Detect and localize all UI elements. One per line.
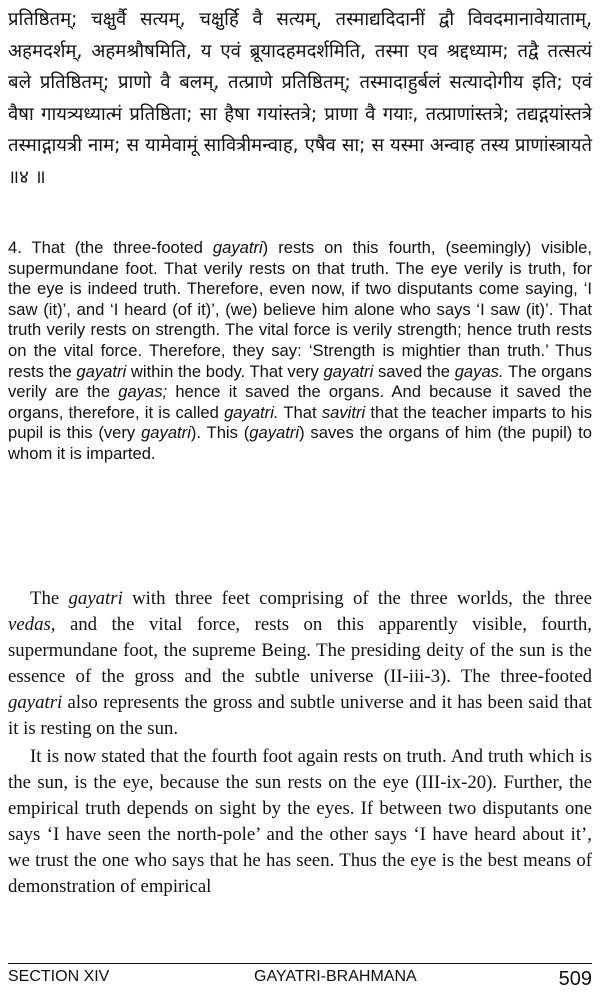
commentary-block-2	[8, 744, 592, 901]
footer-title: GAYATRI-BRAHMANA	[254, 968, 417, 985]
translation-term: savitri	[321, 402, 366, 422]
commentary-term: vedas,	[8, 614, 56, 636]
commentary-text: with three feet comprising of the three worlds, the three	[122, 588, 592, 609]
commentary-term: gayatri	[68, 588, 123, 609]
commentary-paragraph-1	[8, 586, 592, 743]
translation-text: ) rests on this fourth, (seemingly) visible, supermundane foot. That verily rests on that truth. The eye verily is truth, for the eye is indeed truth. Therefore, even now, if two disputants come saying, ‘I saw (it)’, and ‘I heard (of it)’, (we) believe him alone who says ‘I saw (it)’. That truth verily rests on strength. The vital force is verily strength; hence truth rests on the vital force. Therefore, they say: ‘Strength is mightier than truth.’ Thus rests the	[8, 238, 592, 381]
commentary-text: The	[30, 588, 69, 609]
translation-term: gayatri	[249, 423, 300, 443]
commentary-text: and the vital force, rests on this apparently visible, fourth, supermundane foot, the supreme Being. The presiding deity of the sun is the essence of the gross and the subtle universe (II-iii-3). The three-footed	[8, 614, 592, 688]
translation-term: gayatri.	[224, 402, 279, 422]
translation-term: gayatri	[76, 361, 127, 381]
translation-term: gayatri	[141, 423, 191, 443]
translation-text: ) saves the organs of him (the pupil) to whom it is imparted.	[8, 423, 593, 463]
translation-text: The organs verily are the	[8, 361, 592, 402]
commentary-term: gayatri	[8, 692, 63, 714]
translation-text: 4. That (the three-footed	[8, 238, 213, 257]
translation-text: hence it saved the organs. And because it saved the organs, therefore, it is called	[8, 382, 592, 422]
translation-term: gayas;	[118, 382, 168, 402]
commentary-block-1	[8, 586, 592, 743]
translation-text: ). This (	[190, 423, 250, 443]
translation-term: gayas.	[454, 361, 504, 381]
page-number: 509	[558, 968, 592, 990]
commentary-paragraph-2: It is now stated that the fourth foot again rests on truth. And truth which is the sun, is the eye, because the sun rests on the eye (III-ix-20). Further, the empirical truth depends on sight by the eyes. If between two disputants one says ‘I have seen the north-pole’ and the other says ‘I have heard about it’, we trust the one who says that he has seen. Thus the eye is the best means of demonstration of empirical	[8, 746, 592, 898]
translation-text: saved the	[373, 361, 455, 381]
translation-text: within the body. That very	[126, 361, 324, 381]
translation-block	[8, 238, 592, 465]
footer-section: SECTION XIV	[8, 968, 110, 985]
translation-text: that the teacher imparts to his pupil is this (very	[8, 402, 593, 443]
sanskrit-verse-block	[8, 4, 592, 193]
translation-text: That	[278, 402, 322, 422]
translation-paragraph	[8, 238, 592, 465]
sanskrit-verse: प्रतिष्ठितम्; चक्षुर्वै सत्यम्, चक्षुर्हि वै सत्यम्, तस्माद्यदिदानीं द्वौ विवदमानावेयाताम्, अहमदर्शम्, अहमश्रौषमिति, य एवं ब्रूयादहमदर्शमिति, तस्मा एव श्रद्दध्याम; तद्वै तत्सत्यं बले प्रतिष्ठितम्; प्राणो वै बलम्, तत्प्राणे प्रतिष्ठितम्; तस्मादाहुर्बलं सत्यादोगीय इति; एवं वैषा गायत्र्यध्यात्मं प्रतिष्ठिता; सा हैषा गयांस्तत्रे; प्राणा वै गयाः, तत्प्राणांस्तत्रे; तद्यद्गयांस्तत्रे तस्माद्गायत्री नाम; स यामेवामूं सावित्रीमन्वाह, एषैव सा; स यस्मा अन्वाह तस्य प्राणांस्त्रायते ॥४ ॥	[8, 9, 592, 188]
page-footer	[8, 963, 592, 992]
translation-term: gayatri	[212, 238, 263, 257]
commentary-text: also represents the gross and subtle universe and it has been said that it is resting on the sun.	[8, 692, 592, 740]
translation-term: gayatri	[323, 361, 374, 381]
